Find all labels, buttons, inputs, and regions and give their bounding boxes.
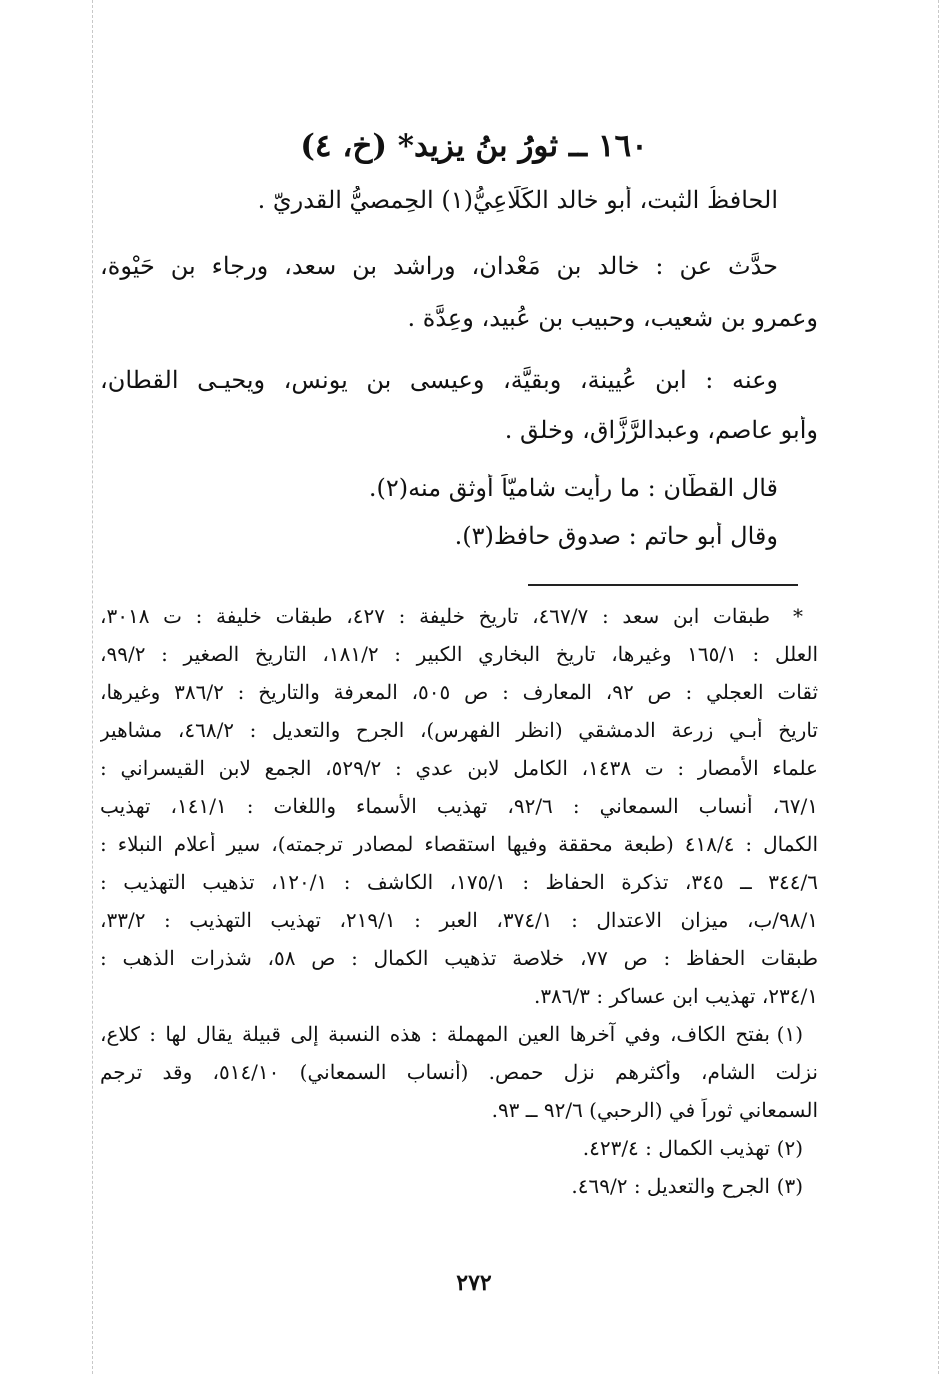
footnote-1-line: السمعاني ثوراً في (الرحبي) ٩٢/٦ ــ ٩٣.: [491, 1098, 818, 1122]
footnote-star-line: العلل : ١٦٥/١ وغيرها، تاريخ البخاري الكبير : ١٨١/٢، التاريخ الصغير : ٩٩/٢،: [100, 642, 818, 666]
footnote-star-line: علماء الأمصار : ت ١٤٣٨، الكامل لابن عدي : ٥٢٩/٢، الجمع لابن القيسراني :: [100, 756, 818, 780]
footnote-1-line: نزلت الشام، وأكثرهم نزل حمص. (أنساب السمعاني) ٥١٤/١٠، وقد ترجم: [100, 1060, 818, 1084]
narrators-line-2: وأبو عاصم، وعبدالرَّزَّاق، وخلق .: [504, 416, 818, 444]
intro-line: الحافظُ الثبت، أبو خالد الكَلَاعِيُّ(١) الحِمصيُّ القدريّ .: [257, 186, 778, 214]
narrators-line-1: وعنه : ابن عُيينة، وبقيَّة، وعيسى بن يونس، ويحيـى القطان،: [100, 366, 778, 394]
narrated-from-line-2: وعمرو بن شعيب، وحبيب بن عُبيد، وعِدَّة .: [407, 304, 818, 332]
footnote-3-marker: (٣): [776, 1174, 803, 1198]
footnote-star-line: ٦٧/١، أنساب السمعاني : ٩٢/٦، تهذيب الأسماء واللغات : ١٤١/١، تهذيب: [100, 794, 818, 818]
footnote-star-line: تاريخ أبـي زرعة الدمشقي (انظر الفهرس)، الجرح والتعديل : ٤٦٨/٢، مشاهير: [100, 718, 818, 742]
footnote-star-line: ثقات العجلي : ص ٩٢، المعارف : ص ٥٠٥، المعرفة والتاريخ : ٣٨٦/٢ وغيرها،: [100, 680, 818, 704]
footnote-1-line: بفتح الكاف، وفي آخرها العين المهملة : هذه النسبة إلى قبيلة يقال لها : كلاع،: [100, 1022, 770, 1046]
footnote-star-line: الكمال : ٤١٨/٤ (طبعة محققة وفيها استقصاء لمصادر ترجمته)، سير أعلام النبلاء :: [100, 832, 818, 856]
footnote-3-text: الجرح والتعديل : ٤٦٩/٢.: [571, 1174, 770, 1198]
qattan-quote: قال القطَّان : ما رأيت شاميّاً أوثق منه(٢).: [368, 474, 778, 502]
footnote-star-line: طبقات ابن سعد : ٤٦٧/٧، تاريخ خليفة : ٤٢٧، طبقات خليفة : ت ٣٠١٨،: [100, 604, 770, 628]
footnote-separator: [528, 584, 798, 586]
footnote-star-line: ٩٨/١/ب، ميزان الاعتدال : ٣٧٤/١، العبر : ٢١٩/١، تهذيب التهذيب : ٣٣/٢،: [100, 908, 818, 932]
footnote-star-line: طبقات الحفاظ : ص ٧٧، خلاصة تذهيب الكمال : ص ٥٨، شذرات الذهب :: [100, 946, 818, 970]
footnote-star-line: ٣٤٤/٦ ــ ٣٤٥، تذكرة الحفاظ : ١٧٥/١، الكاشف : ١٢٠/١، تذهيب التهذيب :: [100, 870, 818, 894]
footnote-2-text: تهذيب الكمال : ٤٢٣/٤.: [582, 1136, 770, 1160]
scan-guide-line-right: [938, 0, 939, 1374]
footnote-star-marker: *: [793, 604, 803, 628]
footnote-1-marker: (١): [776, 1022, 803, 1046]
narrated-from-line-1: حدَّث عن : خالد بن مَعْدان، وراشد بن سعد، ورجاء بن حَيْوة،: [100, 252, 778, 280]
entry-title: ١٦٠ ــ ثورُ بنُ يزيد* (خ، ٤): [300, 128, 648, 164]
page-number: ٢٧٢: [456, 1270, 492, 1296]
footnote-star-line: ٢٣٤/١، تهذيب ابن عساكر : ٣٨٦/٣.: [533, 984, 818, 1008]
abu-hatim-quote: وقال أبو حاتم : صدوق حافظ(٣).: [454, 522, 778, 550]
scan-guide-line-left: [92, 0, 93, 1374]
footnote-2-marker: (٢): [776, 1136, 803, 1160]
